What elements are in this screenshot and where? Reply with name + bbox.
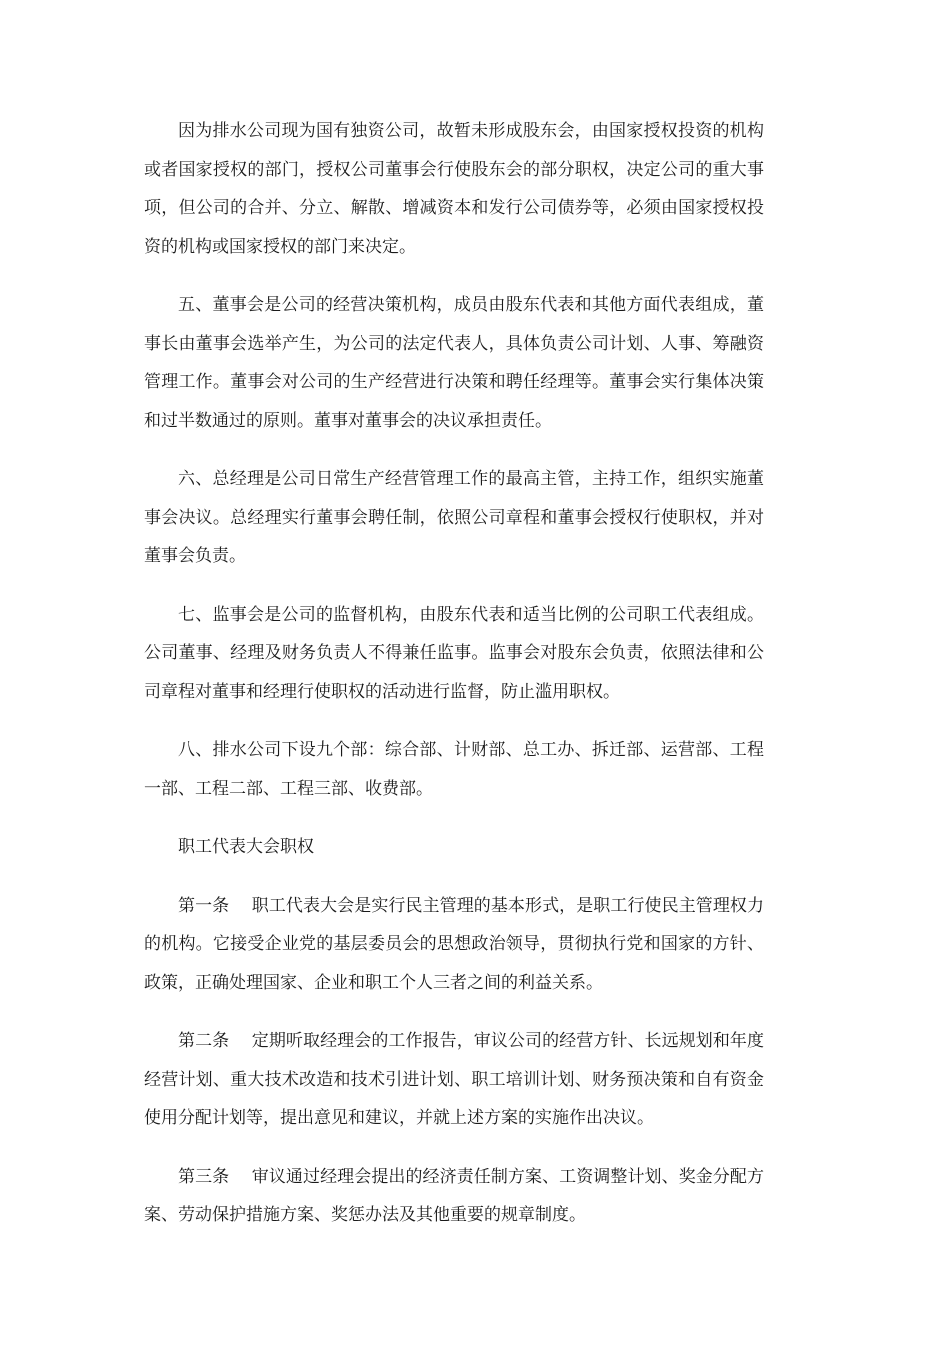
paragraph-general-manager: 六、总经理是公司日常生产经营管理工作的最高主管，主持工作，组织实施董事会决议。总经理实行董事会聘任制，依照公司章程和董事会授权行使职权，并对董事会负责。 [144,469,764,566]
article-two: 第二条 定期听取经理会的工作报告，审议公司的经营方针、长远规划和年度经营计划、重大技术改造和技术引进计划、职工培训计划、财务预决策和自有资金使用分配计划等，提出意见和建议，并就上述方案的实施作出决议。 [144,1031,764,1128]
document-body [144,112,764,1255]
paragraph-board-of-supervisors: 七、监事会是公司的监督机构，由股东代表和适当比例的公司职工代表组成。公司董事、经理及财务负责人不得兼任监事。监事会对股东会负责，依照法律和公司章程对董事和经理行使职权的活动进行监督，防止滥用职权。 [144,604,764,702]
paragraph-shareholder-authority: 因为排水公司现为国有独资公司，故暂未形成股东会，由国家授权投资的机构或者国家授权的部门，授权公司董事会行使股东会的部分职权，决定公司的重大事项，但公司的合并、分立、解散、增减资本和发行公司债券等，必须由国家授权投资的机构或国家授权的部门来决定。 [144,121,764,257]
paragraph-departments: 八、排水公司下设九个部：综合部、计财部、总工办、拆迁部、运营部、工程一部、工程二部、工程三部、收费部。 [144,740,764,799]
paragraph-board-of-directors: 五、董事会是公司的经营决策机构，成员由股东代表和其他方面代表组成，董事长由董事会选举产生，为公司的法定代表人，具体负责公司计划、人事、筹融资管理工作。董事会对公司的生产经营进行决策和聘任经理等。董事会实行集体决策和过半数通过的原则。董事对董事会的决议承担责任。 [144,295,764,431]
article-one: 第一条 职工代表大会是实行民主管理的基本形式，是职工行使民主管理权力的机构。它接受企业党的基层委员会的思想政治领导，贯彻执行党和国家的方针、政策，正确处理国家、企业和职工个人三者之间的利益关系。 [144,895,764,993]
article-three: 第三条 审议通过经理会提出的经济责任制方案、工资调整计划、奖金分配方案、劳动保护措施方案、奖惩办法及其他重要的规章制度。 [144,1166,764,1225]
section-heading-workers-congress: 职工代表大会职权 [178,837,314,857]
